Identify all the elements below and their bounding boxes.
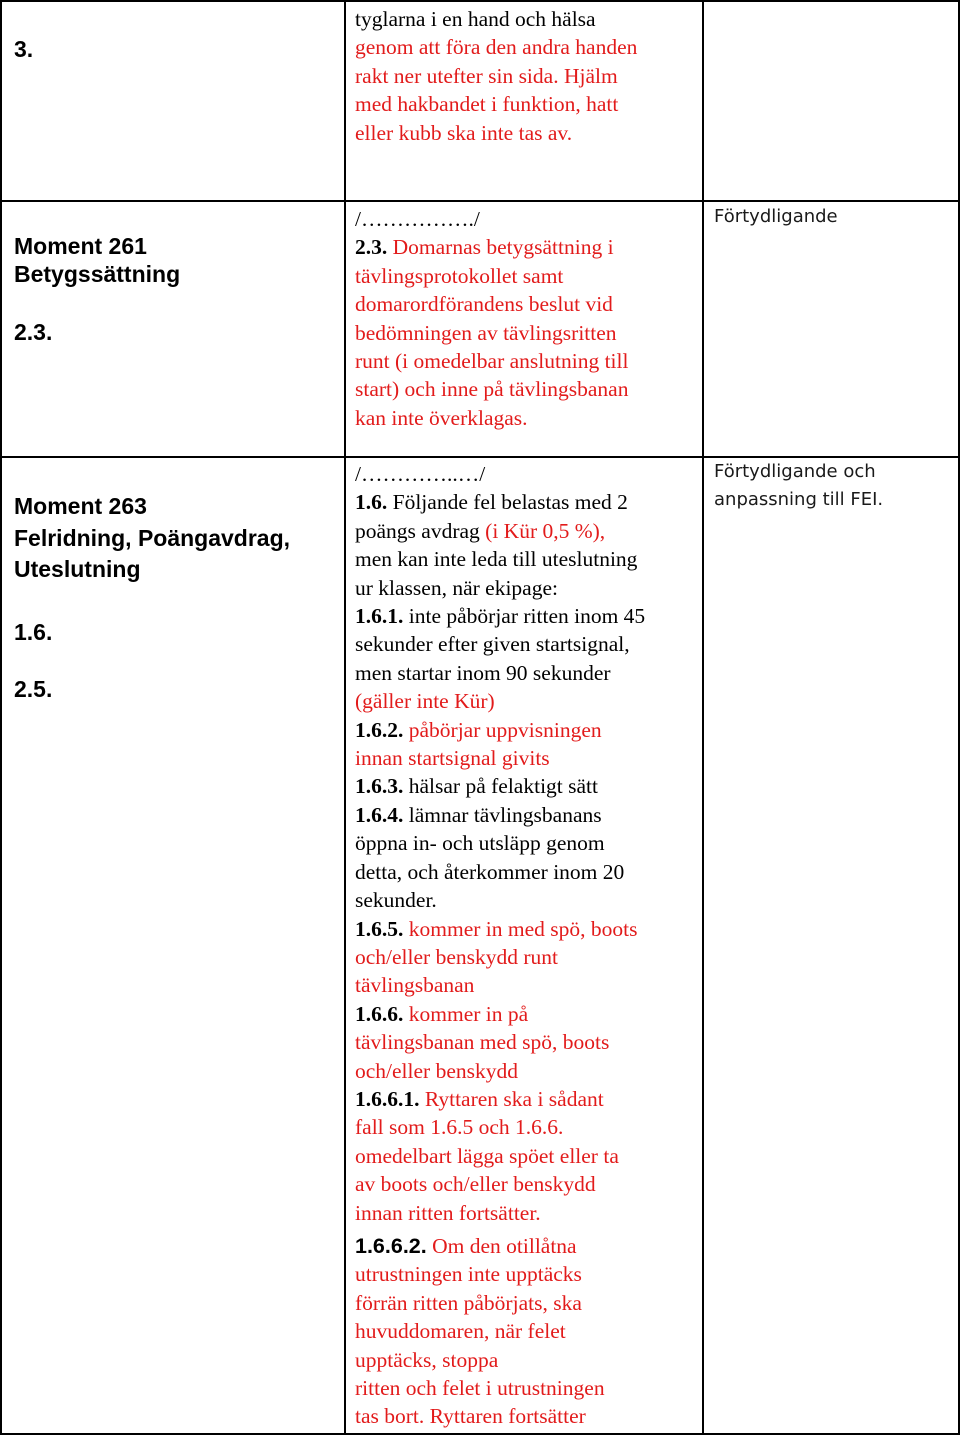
rule-line: detta, och återkommer inom 20: [355, 859, 625, 884]
moment-subtitle: Betygssättning: [14, 261, 181, 287]
rule-line: Ryttaren ska i sådant: [419, 1086, 604, 1111]
rule-line: (i Kür 0,5 %),: [485, 518, 606, 543]
comment-text: anpassning till FEI.: [714, 489, 884, 510]
rule-line: Domarnas betygsättning i: [387, 235, 614, 260]
rule-line: eller kubb ska inte tas av.: [355, 120, 573, 145]
rule-line: med hakbandet i funktion, hatt: [355, 92, 619, 117]
rule-number: 1.6.6.1.: [355, 1086, 420, 1111]
rule-line: (gäller inte Kür): [355, 689, 495, 714]
rule-line: Följande fel belastas med 2: [387, 490, 628, 515]
rule-line: förrän ritten påbörjats, ska: [355, 1290, 582, 1315]
rule-line: huvuddomaren, när felet: [355, 1319, 566, 1344]
rule-line: innan ritten fortsätter.: [355, 1200, 541, 1225]
rule-number: 2.3.: [355, 235, 388, 260]
rule-line: tävlingsprotokollet samt: [355, 263, 564, 288]
rule-line: rakt ner utefter sin sida. Hjälm: [355, 63, 618, 88]
rule-line: poängs avdrag: [355, 518, 486, 543]
rule-line: tävlingsbanan med spö, boots: [355, 1030, 610, 1055]
rule-number: 1.6.3.: [355, 774, 404, 799]
table-row: [1, 201, 959, 457]
table-row: [1, 457, 959, 1434]
rule-line: start) och inne på tävlingsbanan: [355, 377, 629, 402]
rule-line: Ryttaren fortsätter: [429, 1404, 586, 1429]
rule-number: 1.6.5.: [355, 916, 404, 941]
moment-subtitle: Felridning, Poängavdrag,: [14, 524, 291, 551]
section-number: 3.: [14, 36, 34, 62]
rule-line: Om den otillåtna: [426, 1233, 577, 1258]
ellipsis-marker: /…………..…/: [355, 462, 486, 486]
rule-line: tyglarna i en hand och hälsa: [355, 7, 596, 31]
rule-line: kan inte överklagas.: [355, 405, 528, 430]
rule-line: hälsar på felaktigt sätt: [403, 774, 598, 799]
moment-cell: [1, 457, 345, 1434]
rule-line: innan startsignal givits: [355, 746, 550, 771]
rule-line: påbörjar uppvisningen: [403, 717, 602, 742]
comment-text: Förtydligande: [714, 206, 838, 227]
rule-line: domarordförandens beslut vid: [355, 292, 613, 317]
rule-line: men kan inte leda till uteslutning: [355, 547, 638, 572]
rule-line: upptäcks, stoppa: [355, 1347, 499, 1372]
rule-line: av boots och/eller benskydd: [355, 1172, 596, 1197]
rule-line: ritten och felet i utrustningen: [355, 1376, 605, 1400]
rule-line: fall som 1.6.5 och 1.6.6.: [355, 1115, 564, 1140]
rule-number: 1.6.6.: [355, 1001, 404, 1026]
rule-line: lämnar tävlingsbanans: [403, 802, 602, 827]
rule-number: 1.6.6.2.: [355, 1233, 427, 1258]
moment-title: Moment 263: [14, 493, 147, 519]
rule-line: inte påbörjar ritten inom 45: [403, 604, 646, 629]
rule-line: bedömningen av tävlingsritten: [355, 320, 617, 345]
rule-line: tas bort.: [355, 1404, 430, 1429]
rule-line: öppna in- och utsläpp genom: [355, 831, 605, 856]
rule-line: och/eller benskydd runt: [355, 944, 559, 969]
rule-number: 1.6.1.: [355, 604, 404, 629]
moment-subtitle: Uteslutning: [14, 556, 141, 582]
rule-line: tävlingsbanan: [355, 973, 475, 998]
rule-text-cell: [345, 1, 703, 201]
moment-cell: [1, 201, 345, 457]
rule-text-cell: [345, 457, 703, 1434]
rule-text-cell: [345, 201, 703, 457]
rule-number: 1.6.: [355, 490, 388, 515]
comment-cell: [703, 1, 959, 201]
rule-line: utrustningen inte upptäcks: [355, 1262, 582, 1287]
rule-line: sekunder efter given startsignal,: [355, 632, 630, 657]
section-number: 2.5.: [14, 676, 53, 702]
moment-title: Moment 261: [14, 233, 147, 259]
comment-cell: [703, 201, 959, 457]
rule-line: ur klassen, när ekipage:: [355, 575, 558, 600]
section-number: 2.3.: [14, 319, 53, 345]
rule-line: kommer in på: [403, 1001, 529, 1026]
ellipsis-marker: /……………./: [355, 207, 480, 231]
rule-line: runt (i omedelbar anslutning till: [355, 349, 629, 374]
rule-line: och/eller benskydd: [355, 1058, 518, 1083]
table-row: [1, 1, 959, 201]
rule-line: kommer in med spö, boots: [403, 916, 638, 941]
comment-text: Förtydligande och: [714, 461, 876, 482]
moment-cell: [1, 1, 345, 201]
rule-line: genom att föra den andra handen: [355, 35, 638, 60]
rule-number: 1.6.2.: [355, 717, 404, 742]
rule-line: omedelbart lägga spöet eller ta: [355, 1143, 619, 1168]
rule-line: sekunder.: [355, 888, 437, 913]
rule-line: men startar inom 90 sekunder: [355, 660, 611, 685]
rule-number: 1.6.4.: [355, 802, 404, 827]
comment-cell: [703, 457, 959, 1434]
section-number: 1.6.: [14, 618, 53, 645]
